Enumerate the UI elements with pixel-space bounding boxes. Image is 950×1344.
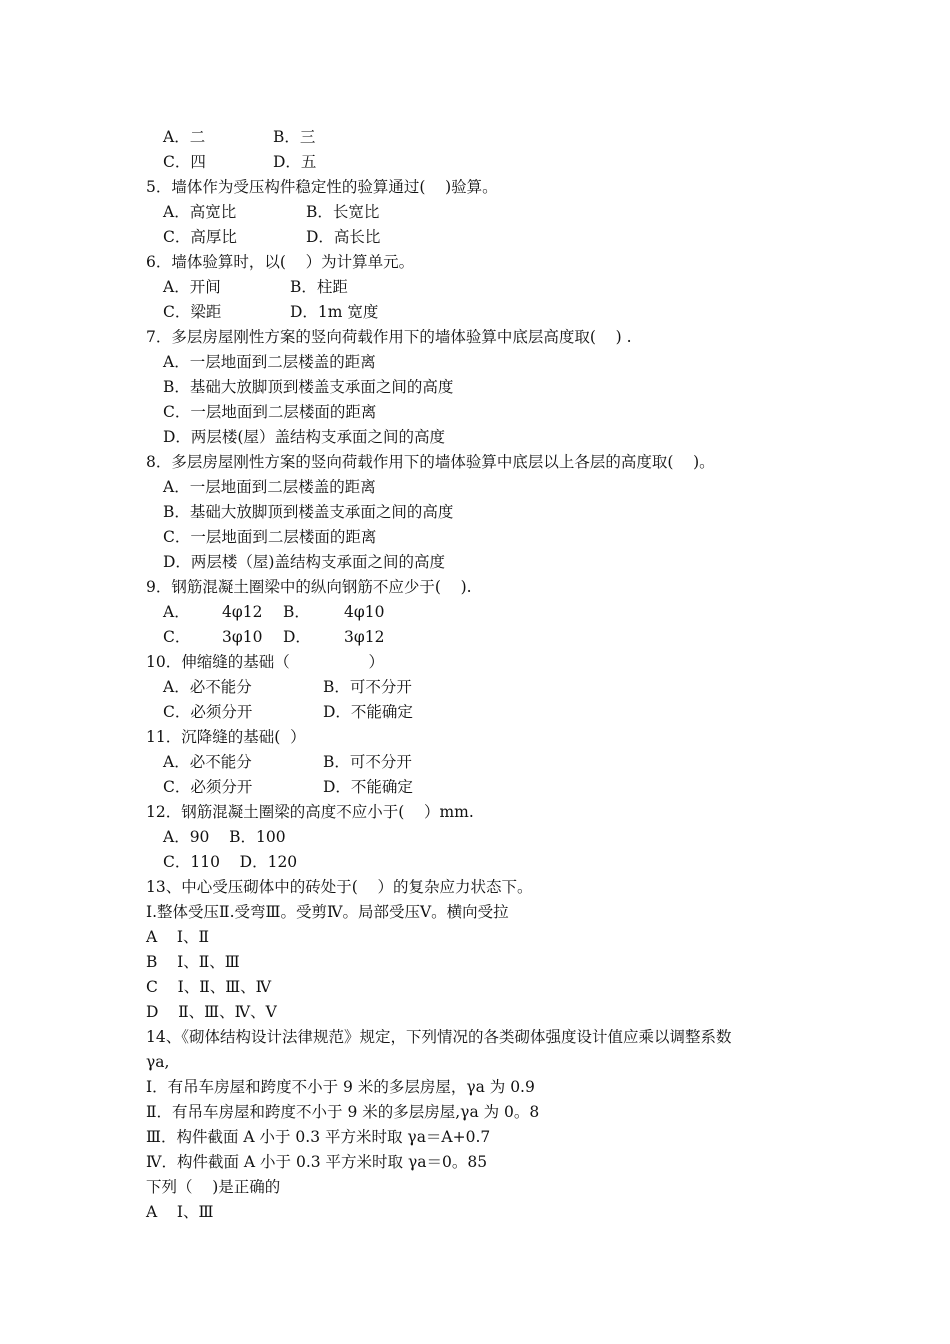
q13-stem: 13、中心受压砌体中的砖处于( ）的复杂应力状态下。 <box>146 878 533 896</box>
q13-items: Ⅰ.整体受压Ⅱ.受弯Ⅲ。受剪Ⅳ。局部受压Ⅴ。横向受拉 <box>146 903 509 921</box>
q8-stem: 8．多层房屋刚性方案的竖向荷载作用下的墙体验算中底层以上各层的高度取( )。 <box>146 453 715 471</box>
q12-stem: 12．钢筋混凝土圈梁的高度不应小于( ）mm. <box>146 803 474 821</box>
q10-stem: 10．伸缩缝的基础（ ） <box>146 653 385 671</box>
q13-option-c: C Ⅰ、Ⅱ、Ⅲ、Ⅳ <box>146 978 272 996</box>
q6-option-d: D．1m 宽度 <box>290 303 379 321</box>
q14-stem: 14、《砌体结构设计法律规范》规定，下列情况的各类砌体强度设计值应乘以调整系数 <box>146 1028 732 1046</box>
q14-stem-continued: γa, <box>146 1053 170 1071</box>
q6-stem: 6．墙体验算时，以( ）为计算单元。 <box>146 253 415 271</box>
q14-option-a: A Ⅰ、Ⅲ <box>146 1203 214 1221</box>
q10-option-d: D．不能确定 <box>323 703 413 721</box>
q11-option-c: C．必须分开 <box>163 778 253 796</box>
q14-item-1: Ⅰ．有吊车房屋和跨度不小于 9 米的多层房屋，γa 为 0.9 <box>146 1078 535 1096</box>
q7-option-a: A．一层地面到二层楼盖的距离 <box>163 353 376 371</box>
q8-option-a: A．一层地面到二层楼盖的距离 <box>163 478 376 496</box>
q5-option-a: A．高宽比 <box>163 203 237 221</box>
q10-option-a: A．必不能分 <box>163 678 252 696</box>
q14-item-2: Ⅱ．有吊车房屋和跨度不小于 9 米的多层房屋,γa 为 0。8 <box>146 1103 540 1121</box>
q10-option-b: B．可不分开 <box>323 678 412 696</box>
q8-option-b: B．基础大放脚顶到楼盖支承面之间的高度 <box>163 503 454 521</box>
q13-option-a: A Ⅰ、Ⅱ <box>146 928 210 946</box>
q4-option-c: C．四 <box>163 153 206 171</box>
q6-option-c: C．梁距 <box>163 303 222 321</box>
q5-option-d: D．高长比 <box>306 228 381 246</box>
q9-stem: 9．钢筋混凝土圈梁中的纵向钢筋不应少于( ). <box>146 578 472 596</box>
q9-option-d-value: 3φ12 <box>344 628 385 646</box>
q11-stem: 11．沉降缝的基础( ） <box>146 728 306 746</box>
q9-option-a-value: 4φ12 <box>222 603 263 621</box>
q9-option-d-label: D． <box>283 628 311 646</box>
q9-option-c-label: C． <box>163 628 191 646</box>
q12-options-ab: A．90 B．100 <box>163 828 286 846</box>
q9-option-b-value: 4φ10 <box>344 603 385 621</box>
q14-prompt: 下列（ )是正确的 <box>146 1178 281 1196</box>
q7-stem: 7．多层房屋刚性方案的竖向荷载作用下的墙体验算中底层高度取( ) . <box>146 328 632 346</box>
q9-option-b-label: B． <box>283 603 310 621</box>
q5-stem: 5．墙体作为受压构件稳定性的验算通过( )验算。 <box>146 178 498 196</box>
q4-option-b: B．三 <box>273 128 316 146</box>
q14-item-3: Ⅲ．构件截面 A 小于 0.3 平方米时取 γa＝A+0.7 <box>146 1128 491 1146</box>
q8-option-c: C．一层地面到二层楼面的距离 <box>163 528 377 546</box>
q13-option-b: B Ⅰ、Ⅱ、Ⅲ <box>146 953 240 971</box>
q4-option-d: D．五 <box>273 153 317 171</box>
q11-option-a: A．必不能分 <box>163 753 252 771</box>
q5-option-b: B．长宽比 <box>306 203 380 221</box>
q11-option-b: B．可不分开 <box>323 753 412 771</box>
q7-option-b: B．基础大放脚顶到楼盖支承面之间的高度 <box>163 378 454 396</box>
q12-options-cd: C．110 D．120 <box>163 853 298 871</box>
q7-option-c: C．一层地面到二层楼面的距离 <box>163 403 377 421</box>
q9-option-c-value: 3φ10 <box>222 628 263 646</box>
q8-option-d: D．两层楼（屋)盖结构支承面之间的高度 <box>163 553 445 571</box>
q13-option-d: D Ⅱ、Ⅲ、Ⅳ、Ⅴ <box>146 1003 277 1021</box>
q5-option-c: C．高厚比 <box>163 228 237 246</box>
q6-option-b: B．柱距 <box>290 278 348 296</box>
q9-option-a-label: A． <box>163 603 190 621</box>
q6-option-a: A．开间 <box>163 278 221 296</box>
q14-item-4: Ⅳ．构件截面 A 小于 0.3 平方米时取 γa＝0。85 <box>146 1153 488 1171</box>
q4-option-a: A．二 <box>163 128 206 146</box>
q10-option-c: C．必须分开 <box>163 703 253 721</box>
q11-option-d: D．不能确定 <box>323 778 413 796</box>
q7-option-d: D．两层楼(屋）盖结构支承面之间的高度 <box>163 428 445 446</box>
